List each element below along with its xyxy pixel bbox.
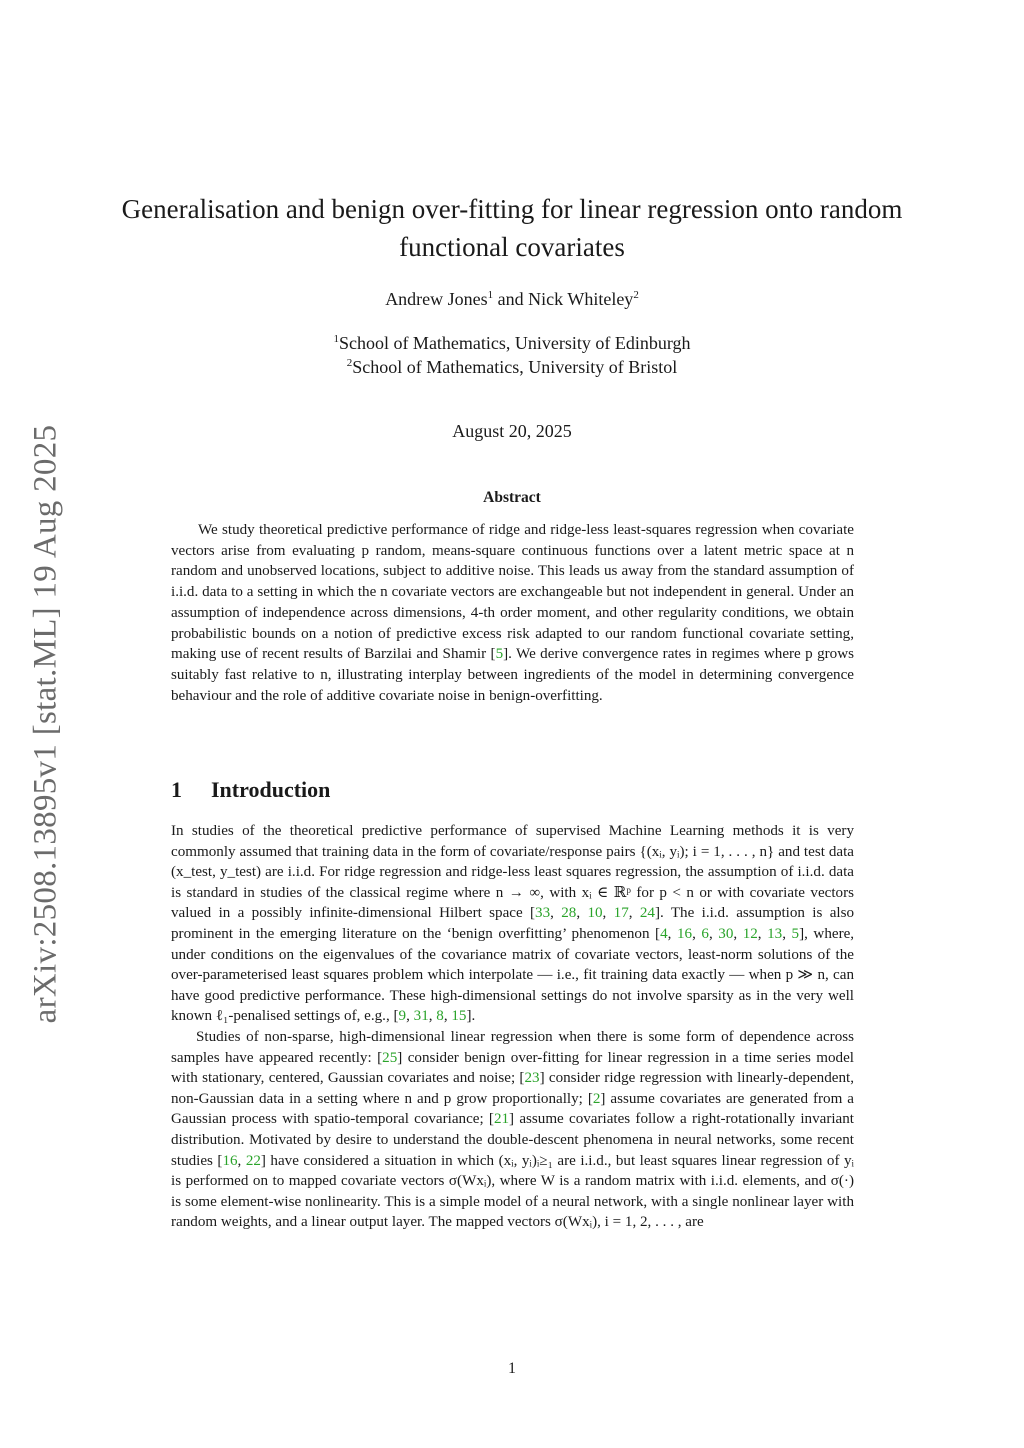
citation-link[interactable]: 5: [791, 925, 800, 942]
citation-link[interactable]: 8: [436, 1008, 444, 1025]
affiliation-text: School of Mathematics, University of Edinburgh: [338, 333, 691, 353]
citation-link[interactable]: 12: [742, 925, 758, 942]
citation-link[interactable]: 16: [676, 925, 693, 942]
citation-link[interactable]: 24: [639, 905, 655, 922]
author-list: [200, 287, 824, 311]
arxiv-sidebar: [0, 0, 100, 1448]
intro-paragraph: In studies of the theoretical predictive performance of supervised Machine Learning methods it is very commonly assumed that training data in the form of covariate/response pairs {(xᵢ, yᵢ); i = 1, . . . , n} and test data (x_test, y_test) are i.i.d. For ridge regression and ridge-less least squares regression, the assumption of i.i.d. data is standard in studies of the classical regime where n → ∞, with xᵢ ∈ ℝᵖ for p < n or with covariate vectors valued in a possibly infinite-dimensional Hilbert space [33, 28, 10, 17, 24]. The i.i.d. assumption is also prominent in the emerging literature on the ‘benign overfitting’ phenomenon [4, 16, 6, 30, 12, 13, 5], where, under conditions on the eigenvalues of the covariance matrix of covariate vectors, least-norm solutions of the over-parameterised least squares problem which interpolate — i.e., fit training data exactly — when p ≫ n, can have good predictive performance. These high-dimensional settings do not involve sparsity as in the very well known ℓ₁-penalised settings of, e.g., [9, 31, 8, 15].: [171, 823, 855, 1025]
citation-link[interactable]: 17: [613, 905, 629, 922]
author-name: Andrew Jones: [385, 289, 488, 309]
citation-link[interactable]: 30: [718, 925, 734, 942]
citation-link[interactable]: 13: [767, 925, 783, 942]
abstract-text: We study theoretical predictive performance of ridge and ridge-less least-squares regression when covariate vectors arise from evaluating p random, means-square continuous functions over a latent metric space at n random and unobserved locations, subject to additive noise. This leads us away from the standard assumption of i.i.d. data to a setting in which the n covariate vectors are exchangeable but not independent in general. Under an assumption of independence across dimensions, 4-th order moment, and other regularity conditions, we obtain probabilistic bounds on a notion of predictive excess risk adapted to our random functional covariate setting, making use of recent results of Barzilai and Shamir [5]. We derive convergence rates in regimes where p grows suitably fast relative to n, illustrating interplay between ingredients of the model in determining convergence behaviour and the role of additive covariate noise in benign-overfitting.: [171, 522, 854, 704]
citation-link[interactable]: 9: [398, 1008, 407, 1025]
citation-link[interactable]: 25: [382, 1049, 398, 1066]
citation-link[interactable]: 22: [245, 1152, 261, 1169]
citation-link[interactable]: 6: [701, 925, 709, 942]
author-name: Nick Whiteley: [528, 289, 634, 309]
section-heading: [171, 777, 330, 803]
affiliation-line: [200, 331, 824, 355]
abstract-heading: Abstract: [483, 489, 541, 506]
section-title: Introduction: [211, 777, 331, 802]
citation-link[interactable]: 4: [660, 925, 668, 942]
author-affiliation-mark: 1: [487, 289, 494, 301]
citation-link[interactable]: 28: [561, 905, 577, 922]
author-joiner: and: [497, 289, 524, 309]
citation-link[interactable]: 10: [587, 905, 603, 922]
paper-title: Generalisation and benign over-fitting for linear regression onto random functional covariates: [121, 194, 903, 262]
intro-paragraph: Studies of non-sparse, high-dimensional linear regression when there is some form of dependence across samples have appeared recently: [25] consider benign over-fitting for linear regression in a time series model with stationary, centered, Gaussian covariates and noise; [23] consider ridge regression with linearly-dependent, non-Gaussian data in a setting where n and p grow proportionally; [2] assume covariates are generated from a Gaussian process with spatio-temporal covariance; [21] assume covariates follow a right-rotationally invariant distribution. Motivated by desire to understand the double-descent phenomena in neural networks, some recent studies [16, 22] have considered a situation in which (xᵢ, yᵢ)ᵢ≥₁ are i.i.d., but least squares linear regression of yᵢ is performed on to mapped covariate vectors σ(Wxᵢ), where W is a random matrix with i.i.d. elements, and σ(·) is some element-wise nonlinearity. This is a simple model of a neural network, with a single nonlinear layer with random weights, and a linear output layer. The mapped vectors σ(Wxᵢ), i = 1, 2, . . . , are: [171, 1028, 855, 1231]
citation-link[interactable]: 15: [451, 1008, 467, 1025]
affiliation-text: School of Mathematics, University of Bristol: [352, 357, 678, 377]
section-number: 1: [171, 777, 182, 802]
introduction-body: [171, 821, 854, 1233]
affiliation-mark: 2: [346, 357, 353, 369]
citation-link[interactable]: 31: [413, 1008, 429, 1025]
citation-link[interactable]: 16: [222, 1152, 238, 1169]
citation-link[interactable]: 21: [493, 1111, 510, 1128]
arxiv-identifier: arXiv:2508.13895v1 [stat.ML] 19 Aug 2025: [27, 424, 64, 1024]
citation-link[interactable]: 2: [592, 1090, 601, 1107]
citation-link[interactable]: 33: [535, 905, 551, 922]
citation-link[interactable]: 5: [495, 646, 504, 663]
page-number: 1: [508, 1360, 516, 1377]
publication-date: August 20, 2025: [452, 421, 572, 441]
affiliation-mark: 1: [333, 333, 339, 345]
affiliation-list: [200, 331, 824, 379]
affiliation-line: [200, 355, 824, 379]
citation-link[interactable]: 23: [524, 1070, 540, 1087]
author-affiliation-mark: 2: [633, 289, 639, 301]
